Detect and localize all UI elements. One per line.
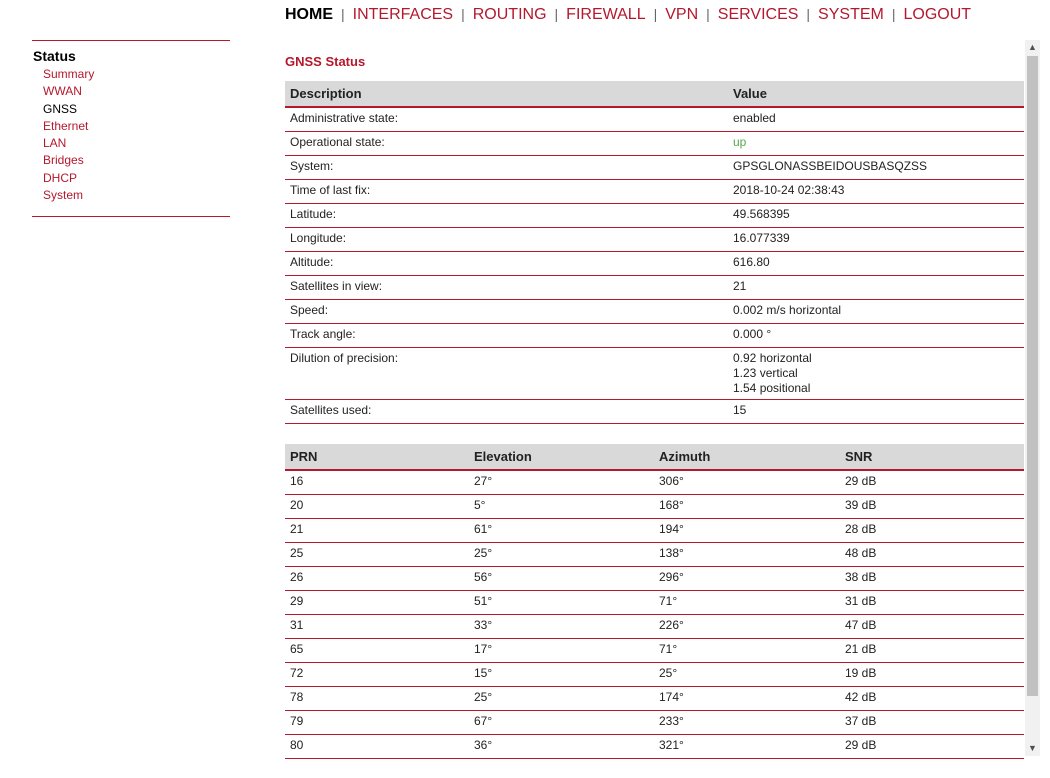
sidebar-item-ethernet[interactable]: Ethernet	[43, 118, 89, 133]
table-row	[285, 107, 1024, 132]
header-elevation: Elevation	[469, 444, 654, 470]
sidebar-item-bridges[interactable]: Bridges	[43, 153, 84, 168]
table-row	[285, 204, 1024, 228]
dop-vertical: 1.23 vertical	[733, 366, 798, 380]
nav-logout[interactable]: LOGOUT	[903, 6, 972, 23]
header-value: Value	[728, 81, 1024, 107]
sat-azimuth: 233°	[654, 711, 840, 735]
row-label: Operational state:	[285, 132, 728, 156]
row-value: 16.077339	[728, 228, 1024, 252]
row-value: 616.80	[728, 252, 1024, 276]
row-value: 21	[728, 276, 1024, 300]
nav-separator: |	[706, 6, 710, 22]
table-row	[285, 276, 1024, 300]
row-label: Satellites used:	[285, 400, 728, 424]
nav-vpn[interactable]: VPN	[665, 6, 699, 23]
sat-azimuth: 226°	[654, 615, 840, 639]
table-row	[285, 180, 1024, 204]
triangle-down-icon[interactable]: ▼	[1028, 743, 1037, 753]
sat-snr: 48 dB	[840, 543, 1024, 567]
table-header-row	[285, 81, 1024, 107]
header-snr: SNR	[840, 444, 1024, 470]
sat-prn: 79	[285, 711, 469, 735]
row-label: Dilution of precision:	[285, 348, 728, 400]
table-row	[285, 348, 1024, 400]
row-value: 15	[728, 400, 1024, 424]
table-row	[285, 687, 1024, 711]
nav-separator: |	[341, 6, 345, 22]
sidebar-item-system[interactable]: System	[43, 188, 84, 203]
dop-horizontal: 0.92 horizontal	[733, 351, 812, 365]
table-row	[285, 591, 1024, 615]
row-label: Time of last fix:	[285, 180, 728, 204]
sat-elevation: 15°	[469, 663, 654, 687]
nav-system[interactable]: SYSTEM	[818, 6, 884, 23]
sat-azimuth: 306°	[654, 470, 840, 495]
nav-interfaces[interactable]: INTERFACES	[352, 6, 454, 23]
table-row	[285, 615, 1024, 639]
sat-azimuth: 194°	[654, 519, 840, 543]
sidebar-item-summary[interactable]: Summary	[43, 67, 95, 81]
sat-azimuth: 138°	[654, 543, 840, 567]
row-label: Satellites in view:	[285, 276, 728, 300]
sidebar-item-wwan[interactable]: WWAN	[43, 84, 82, 99]
scrollbar-thumb[interactable]	[1027, 56, 1038, 696]
row-label: Latitude:	[285, 204, 728, 228]
sidebar-item-dhcp[interactable]: DHCP	[43, 170, 78, 185]
sat-prn: 25	[285, 543, 469, 567]
sat-azimuth: 296°	[654, 567, 840, 591]
row-label: Altitude:	[285, 252, 728, 276]
sat-prn: 65	[285, 639, 469, 663]
table-row	[285, 300, 1024, 324]
sat-prn: 80	[285, 735, 469, 759]
sat-prn: 72	[285, 663, 469, 687]
satellites-body	[285, 470, 1024, 759]
sat-snr: 29 dB	[840, 735, 1024, 759]
nav-services[interactable]: SERVICES	[717, 6, 799, 23]
triangle-up-icon[interactable]: ▲	[1028, 42, 1037, 52]
vertical-scrollbar[interactable]	[1025, 40, 1040, 756]
nav-separator: |	[461, 6, 465, 22]
sat-snr: 28 dB	[840, 519, 1024, 543]
top-nav	[285, 6, 971, 24]
row-value: 2018-10-24 02:38:43	[728, 180, 1024, 204]
table-row	[285, 663, 1024, 687]
nav-separator: |	[554, 6, 559, 22]
sat-elevation: 25°	[469, 687, 654, 711]
sat-prn: 16	[285, 470, 469, 495]
sat-elevation: 33°	[469, 615, 654, 639]
table-row	[285, 735, 1024, 759]
sat-prn: 21	[285, 519, 469, 543]
nav-separator: |	[653, 6, 658, 22]
sat-elevation: 25°	[469, 543, 654, 567]
sat-azimuth: 174°	[654, 687, 840, 711]
main-content	[285, 54, 1024, 759]
sat-prn: 29	[285, 591, 469, 615]
sat-snr: 38 dB	[840, 567, 1024, 591]
page-title: GNSS Status	[285, 54, 366, 69]
operational-state-value: up	[728, 132, 1024, 156]
sat-snr: 29 dB	[840, 470, 1024, 495]
nav-routing[interactable]: ROUTING	[472, 6, 547, 23]
sidebar-item-gnss[interactable]: GNSS	[43, 101, 78, 116]
nav-home[interactable]: HOME	[285, 6, 333, 23]
dop-positional: 1.54 positional	[733, 381, 811, 395]
sat-elevation: 17°	[469, 639, 654, 663]
sat-snr: 47 dB	[840, 615, 1024, 639]
sidebar-title: Status	[33, 48, 76, 64]
sat-snr: 31 dB	[840, 591, 1024, 615]
table-row	[285, 132, 1024, 156]
table-row	[285, 324, 1024, 348]
header-description: Description	[285, 81, 728, 107]
table-row	[285, 543, 1024, 567]
nav-firewall[interactable]: FIREWALL	[566, 6, 646, 23]
sat-azimuth: 168°	[654, 495, 840, 519]
table-row	[285, 156, 1024, 180]
sat-prn: 78	[285, 687, 469, 711]
gnss-status-table	[285, 81, 1024, 424]
sat-snr: 39 dB	[840, 495, 1024, 519]
table-header-row	[285, 444, 1024, 470]
nav-separator: |	[891, 6, 896, 22]
nav-separator: |	[806, 6, 811, 22]
sat-azimuth: 321°	[654, 735, 840, 759]
sat-azimuth: 71°	[654, 591, 840, 615]
sat-prn: 26	[285, 567, 469, 591]
table-row	[285, 519, 1024, 543]
table-row	[285, 470, 1024, 495]
sat-elevation: 36°	[469, 735, 654, 759]
sat-azimuth: 25°	[654, 663, 840, 687]
table-row	[285, 639, 1024, 663]
row-label: Longitude:	[285, 228, 728, 252]
row-label: System:	[285, 156, 728, 180]
sat-snr: 21 dB	[840, 639, 1024, 663]
row-label: Administrative state:	[285, 107, 728, 132]
table-row	[285, 567, 1024, 591]
row-value: 0.000 °	[728, 324, 1024, 348]
table-row	[285, 228, 1024, 252]
row-value: GPSGLONASSBEIDOUSBASQZSS	[728, 156, 1024, 180]
sat-snr: 42 dB	[840, 687, 1024, 711]
row-value: 0.002 m/s horizontal	[728, 300, 1024, 324]
sat-snr: 19 dB	[840, 663, 1024, 687]
dilution-values	[728, 348, 1024, 400]
sat-elevation: 61°	[469, 519, 654, 543]
sat-prn: 20	[285, 495, 469, 519]
header-azimuth: Azimuth	[654, 444, 840, 470]
header-prn: PRN	[285, 444, 469, 470]
sidebar-item-lan[interactable]: LAN	[43, 136, 67, 151]
row-value: enabled	[728, 107, 1024, 132]
sidebar	[32, 40, 230, 217]
satellites-table	[285, 444, 1024, 759]
table-row	[285, 252, 1024, 276]
row-label: Track angle:	[285, 324, 728, 348]
sat-elevation: 56°	[469, 567, 654, 591]
table-row	[285, 711, 1024, 735]
table-row	[285, 400, 1024, 424]
table-row	[285, 495, 1024, 519]
row-value: 49.568395	[728, 204, 1024, 228]
sat-prn: 31	[285, 615, 469, 639]
sat-elevation: 67°	[469, 711, 654, 735]
sat-elevation: 51°	[469, 591, 654, 615]
sat-snr: 37 dB	[840, 711, 1024, 735]
sat-elevation: 27°	[469, 470, 654, 495]
sat-azimuth: 71°	[654, 639, 840, 663]
row-label: Speed:	[285, 300, 728, 324]
sat-elevation: 5°	[469, 495, 654, 519]
